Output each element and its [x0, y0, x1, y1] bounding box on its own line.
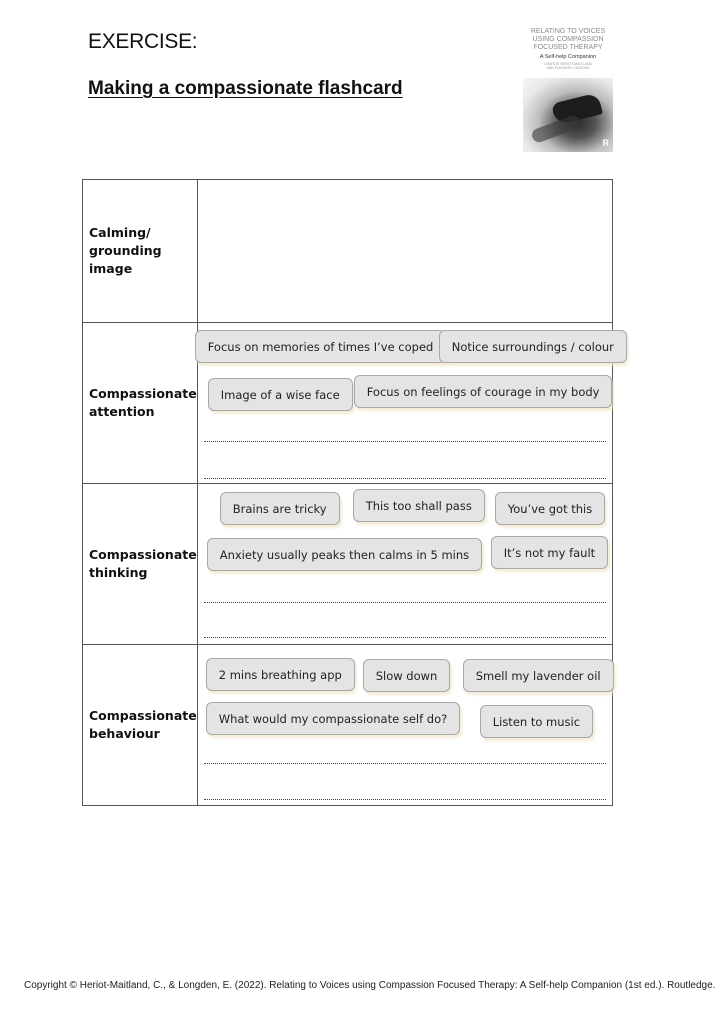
thinking-content [197, 484, 612, 645]
flashcard-chip: Brains are tricky [220, 492, 340, 525]
flashcard-chip: Anxiety usually peaks then calms in 5 mins [207, 538, 482, 571]
table-row-calming [83, 180, 613, 323]
writing-line[interactable] [204, 763, 606, 764]
flashcard-chip: What would my compassionate self do? [206, 702, 461, 735]
flashcard-chip: Smell my lavender oil [463, 659, 614, 692]
flashcard-table [82, 179, 613, 806]
flashcard-chip: Notice surroundings / colour [439, 330, 627, 363]
book-title-line: RELATING TO VOICES [530, 28, 606, 35]
puzzle-piece-photo [523, 78, 613, 152]
book-cover-title [523, 28, 613, 52]
flashcard-chip: You’ve got this [495, 492, 606, 525]
book-cover-image [523, 26, 613, 152]
row-label: Compassionate behaviour [83, 645, 198, 806]
book-cover-subtitle: A Self-help Companion [539, 54, 597, 60]
writing-line[interactable] [204, 441, 606, 442]
calming-image-area[interactable] [197, 180, 612, 323]
book-cover-authors [523, 62, 613, 70]
book-title-line: USING COMPASSION [532, 36, 604, 43]
row-label: Compassionate attention [83, 323, 198, 484]
routledge-logo-icon: R [602, 138, 609, 148]
flashcard-chip: Focus on feelings of courage in my body [354, 375, 613, 408]
page-title: Making a compassionate flashcard [88, 78, 403, 99]
book-title-line: FOCUSED THERAPY [533, 44, 603, 51]
book-author: CHARLIE HERIOT-MAITLAND [543, 62, 593, 66]
flashcard-chip: This too shall pass [353, 489, 485, 522]
copyright-footer: Copyright © Heriot-Maitland, C., & Longden, E. (2022). Relating to Voices using Compassion Focused Therapy: A Self-help Companion (1st ed.). Routledge. [24, 980, 716, 991]
row-label: Compassionate thinking [83, 484, 198, 645]
table-row-thinking [83, 484, 613, 645]
writing-line[interactable] [204, 799, 606, 800]
writing-line[interactable] [204, 602, 606, 603]
flashcard-chip: Focus on memories of times I’ve coped [195, 330, 447, 363]
writing-line[interactable] [204, 637, 606, 638]
behaviour-content [197, 645, 612, 806]
writing-line[interactable] [204, 478, 606, 479]
flashcard-chip: It’s not my fault [491, 536, 608, 569]
table-row-attention [83, 323, 613, 484]
exercise-label: EXERCISE: [88, 30, 198, 53]
flashcard-chip: Slow down [363, 659, 451, 692]
flashcard-chip: Listen to music [480, 705, 593, 738]
table-row-behaviour [83, 645, 613, 806]
flashcard-chip: 2 mins breathing app [206, 658, 355, 691]
attention-content [197, 323, 612, 484]
book-author: AND ELEANOR LONGDEN [546, 66, 590, 70]
row-label: Calming/ grounding image [83, 180, 198, 323]
flashcard-chip: Image of a wise face [208, 378, 353, 411]
